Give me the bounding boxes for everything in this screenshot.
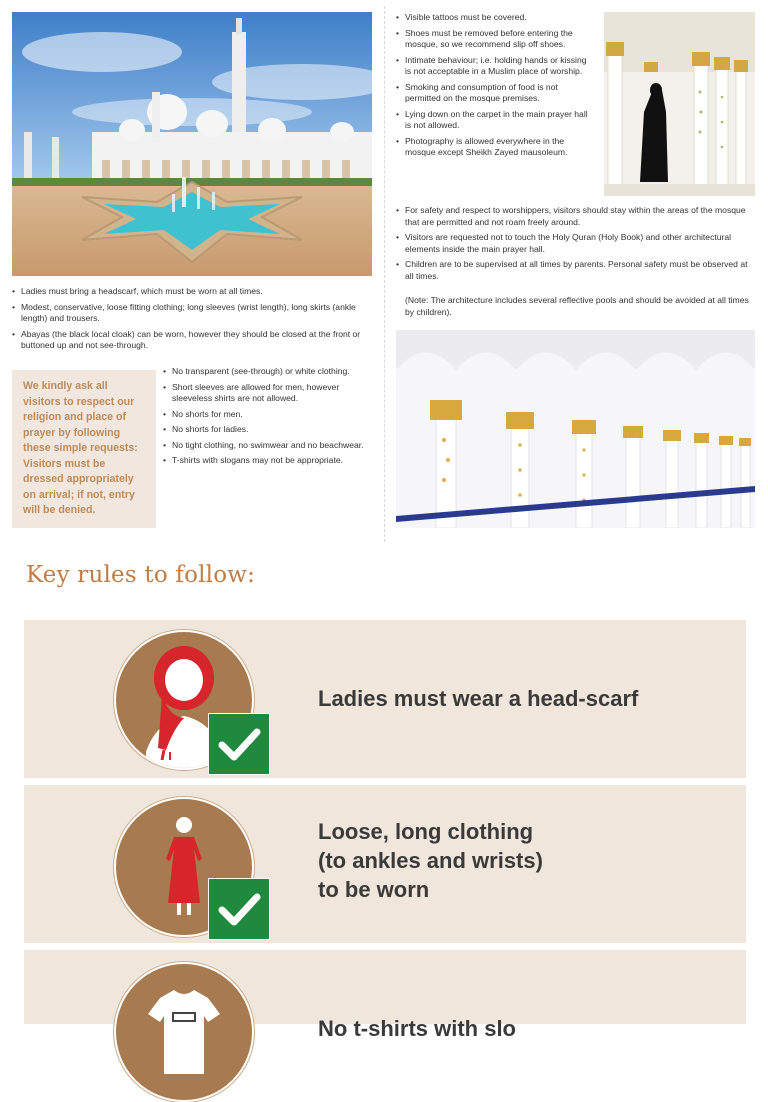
list-item: • Short sleeves are allowed for men, however sleeveless shirts are not allowed. (163, 382, 371, 405)
general-rules-list (12, 286, 370, 356)
key-rule-text (318, 1014, 516, 1043)
check-icon (208, 713, 270, 775)
list-item: • Modest, conservative, loose fitting clothing; long sleeves (wrist length), long skirts (ankle length) and trousers. (12, 302, 370, 325)
list-item: • Children are to be supervised at all times by parents. Personal safety must be observed at all times. (396, 259, 756, 282)
key-rules-heading: Key rules to follow: (26, 562, 256, 588)
check-icon (208, 878, 270, 940)
key-rule-text (318, 817, 543, 904)
list-item: • No shorts for men. (163, 409, 371, 421)
list-item: • T-shirts with slogans may not be appropriate. (163, 455, 371, 467)
dress-code-callout (12, 370, 156, 528)
key-rule-line: Loose, long clothing (318, 819, 534, 844)
mosque-exterior-photo (12, 12, 372, 276)
key-rule-headscarf (24, 620, 746, 778)
list-item: • Lying down on the carpet in the main prayer hall is not allowed. (396, 109, 592, 132)
key-rule-slogan-tshirt (24, 950, 746, 1041)
list-item: • Visitors are requested not to touch the Holy Quran (Holy Book) and other architectural elements inside the main prayer hall. (396, 232, 756, 255)
list-item: • Smoking and consumption of food is not permitted on the mosque premises. (396, 82, 592, 105)
column-divider (384, 6, 385, 542)
list-item: • No transparent (see-through) or white clothing. (163, 366, 371, 378)
safety-rules-list (396, 205, 756, 286)
list-item: • Shoes must be removed before entering the mosque, so we recommend slip off shoes. (396, 28, 592, 51)
list-item: • No shorts for ladies. (163, 424, 371, 436)
list-item: • For safety and respect to worshippers, visitors should stay within the areas of the mosque that are permitted and not roam freely around. (396, 205, 756, 228)
callout-text: We kindly ask all visitors to respect our religion and place of prayer by following these simple requests: Visitors must be dressed appropriately on arrival; if not, entry will be denied. (23, 380, 138, 516)
list-item: • No tight clothing, no swimwear and no beachwear. (163, 440, 371, 452)
children-note: (Note: The architecture includes several reflective pools and should be avoided at all times by children). (405, 295, 749, 317)
list-item: • Visible tattoos must be covered. (396, 12, 592, 24)
slogan-tshirt-icon (114, 962, 254, 1102)
colonnade-photo (396, 330, 755, 528)
key-rule-line: to be worn (318, 877, 430, 902)
key-rule-text (318, 684, 638, 713)
key-rule-line: Ladies must wear a head-scarf (318, 686, 639, 711)
woman-in-abaya-photo (604, 12, 755, 196)
key-rule-long-clothing (24, 785, 746, 943)
list-item: • Photography is allowed everywhere in the mosque except Sheikh Zayed mausoleum. (396, 136, 592, 159)
key-rule-line: (to ankles and wrists) (318, 848, 543, 873)
clothing-rules-list (163, 366, 371, 471)
list-item: • Ladies must bring a headscarf, which must be worn at all times. (12, 286, 370, 298)
list-item: • Intimate behaviour; i.e. holding hands or kissing is not acceptable in a Muslim place of worship. (396, 55, 592, 78)
list-item: • Abayas (the black local cloak) can be worn, however they should be closed at the front or buttoned up and not see-through. (12, 329, 370, 352)
key-rule-line: No t-shirts with slo (318, 1016, 516, 1041)
conduct-rules-list (396, 12, 592, 163)
